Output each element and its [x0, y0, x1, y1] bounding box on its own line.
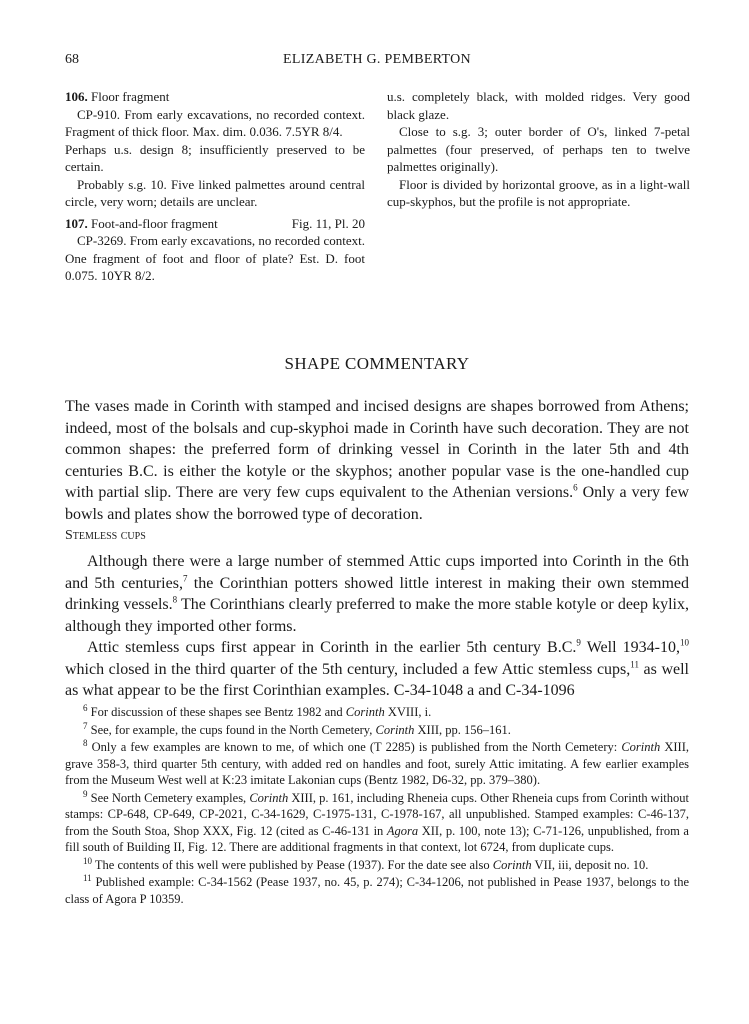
- entry-106-paragraph: Perhaps u.s. design 8; insufficiently preserved to be certain.: [65, 141, 365, 174]
- text-run: is either the kotyle or the skyphos; another popular vase is the one-handled cup with partial slip. There are very few cups equivalent to the Athenian versions.: [65, 462, 690, 501]
- footnote-number: 11: [83, 872, 92, 883]
- footnotes: [65, 704, 689, 908]
- text-run: The contents of this well were published by Pease (1937). For the date see also: [94, 857, 493, 872]
- footnote-number: 10: [83, 855, 92, 866]
- entry-106-paragraph: Probably s.g. 10. Five linked palmettes around central circle, very worn; details are unclear.: [65, 176, 365, 209]
- footnote-number: 8: [83, 737, 88, 748]
- shape-commentary-paragraph: [65, 396, 689, 525]
- text-run: Although there were a large number of stemmed Attic cups imported into Corinth in the 6th and 5th centuries,: [65, 553, 689, 592]
- text-run: Only a few examples are known to me, of which one (T 2285) is published from the North Cemetery:: [91, 740, 622, 754]
- footnote-number: 7: [83, 720, 88, 731]
- footnote-9: [65, 790, 689, 856]
- footnote-10: [65, 857, 689, 874]
- page-header: [65, 52, 689, 72]
- footnote-7: [65, 722, 689, 739]
- text-run: the Corinthian potters showed little interest in making their own stemmed drinking vessels.: [65, 574, 690, 613]
- text-run: VII, iii, deposit no. 10.: [531, 857, 649, 872]
- text-run: See, for example, the cups found in the North Cemetery,: [90, 722, 376, 737]
- entry-106-title: Floor fragment: [91, 89, 170, 104]
- italic-title: Corinth: [621, 740, 661, 754]
- entry-107-paragraph: u.s. completely black, with molded ridges. Very good black glaze.: [387, 89, 690, 122]
- catalogue-left-column: [65, 88, 365, 285]
- catalogue-right-column: [387, 88, 690, 211]
- page-number: 68: [65, 52, 79, 67]
- era-abbrev: B.C.: [547, 639, 577, 656]
- text-run: XVIII, i.: [384, 705, 432, 719]
- entry-107-paragraph: Close to s.g. 3; outer border of O's, linked 7-petal palmettes (four preserved, of perhaps ten to twelve palmettes originally).: [387, 124, 690, 174]
- entry-107-heading: [65, 215, 365, 233]
- subheading-stemless-cups: Stemless cups: [65, 528, 146, 543]
- italic-title: Corinth: [345, 705, 385, 719]
- stemless-paragraph-2: [65, 637, 689, 702]
- text-run: Well 1934-10,: [580, 639, 680, 656]
- stemless-paragraph-1: [65, 551, 689, 637]
- text-run: Published example: C-34-1562 (Pease 1937, no. 45, p. 274); C-34-1206, not published in Pease 1937, belongs to the class of Agora P 10359.: [65, 875, 689, 906]
- entry-107-paragraph: Floor is divided by horizontal groove, as in a light-wall cup-skyphos, but the profile is not appropriate.: [387, 176, 690, 209]
- text-run: For discussion of these shapes see Bentz 1982 and: [90, 705, 346, 719]
- entry-107-number: 107.: [65, 215, 88, 231]
- section-title: SHAPE COMMENTARY: [284, 354, 470, 373]
- footnote-number: 6: [83, 702, 88, 713]
- text-run: Attic stemless cups first appear in Corinth in the earlier 5th century: [87, 639, 548, 656]
- footnote-ref[interactable]: 8: [172, 594, 178, 605]
- running-head: ELIZABETH G. PEMBERTON: [283, 52, 471, 67]
- text-run: which closed in the third quarter of the 5th century, included a few Attic stemless cups,: [65, 660, 631, 678]
- footnote-6: [65, 704, 689, 721]
- text-run: Only a very few bowls and plates show the borrowed type of decoration.: [65, 484, 689, 523]
- footnote-ref[interactable]: 9: [576, 637, 581, 648]
- footnote-ref[interactable]: 11: [630, 659, 639, 670]
- text-run: XIII, pp. 156–161.: [414, 722, 511, 737]
- footnote-11: [65, 874, 689, 907]
- entry-106-description: CP-910. From early excavations, no recorded context. Fragment of thick floor. Max. dim. 0.036. 7.5YR 8/4.: [65, 106, 365, 139]
- text-run: The vases made in Corinth with stamped and incised designs are shapes borrowed from Athens; indeed, most of the bolsals and cup-skyphoi made in Corinth have such decoration. They are not common shapes: the preferred form of drinking vessel in Corinth in the later 5th and 4th centuries: [65, 398, 689, 480]
- italic-title: Corinth: [492, 857, 532, 872]
- italic-title: Corinth: [249, 790, 289, 805]
- italic-title: Agora: [386, 823, 419, 838]
- entry-107-description: CP-3269. From early excavations, no recorded context. One fragment of foot and floor of plate? Est. D. foot 0.075. 10YR 8/2.: [65, 233, 365, 283]
- entry-107-title: Foot-and-floor fragment: [91, 215, 218, 231]
- stemless-cups-section: [65, 551, 689, 702]
- footnote-ref[interactable]: 10: [680, 637, 689, 648]
- entry-106-number: 106.: [65, 89, 88, 104]
- text-run: XII, p. 100, note 13); C-71-126, unpublished, from a fill south of Building II, Fig. 12. There are additional fragments in that context, lot 6724, from duplicate cups.: [65, 823, 689, 854]
- footnote-number: 9: [83, 788, 88, 799]
- entry-107-figure-reference: Fig. 11, Pl. 20: [291, 215, 365, 231]
- footnote-ref[interactable]: 6: [573, 482, 578, 493]
- footnote-8: [65, 739, 689, 789]
- era-abbrev: B.C.: [128, 462, 158, 480]
- text-run: XIII, grave 358-3, third quarter 5th century, with added red on handles and foot, surely Attic imitating. A few earlier examples from the Museum West well at K:23 imitate Lakonian cups (Bentz 1982, D6-32, pp. 379–380).: [65, 740, 689, 787]
- footnote-ref[interactable]: 7: [182, 573, 188, 584]
- text-run: as well as what appear to be the first Corinthian examples. C-34-1048 a and C-34-1096: [65, 660, 690, 699]
- text-run: See North Cemetery examples,: [90, 790, 250, 805]
- entry-106-heading: [65, 88, 365, 106]
- italic-title: Corinth: [375, 722, 415, 737]
- text-run: The Corinthians clearly preferred to make the more stable kotyle or deep kylix, although they imported other forms.: [65, 596, 689, 635]
- text-run: XIII, p. 161, including Rheneia cups. Other Rheneia cups from Corinth without stamps: CP-648, CP-649, CP-2021, C-34-1629, C-1975-131, C-1978-167, all unpublished. Stamped examples: C-46-137, from the South Stoa, Shop XXX, Fig. 12 (cited as C-46-131 in: [65, 790, 689, 838]
